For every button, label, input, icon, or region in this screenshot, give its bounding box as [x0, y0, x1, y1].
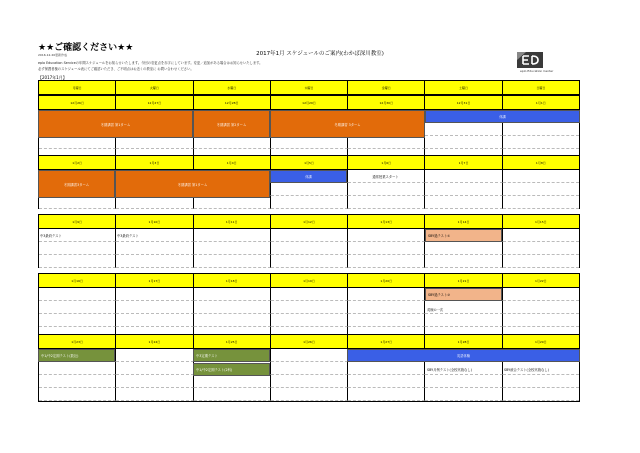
- date-cell: 1月8日: [535, 160, 546, 165]
- event-row: [38, 375, 580, 388]
- event-final-test: 中3最終テスト: [40, 234, 62, 238]
- date-cell: 1月13日: [348, 215, 425, 228]
- event-sby-test-1: SBY過テスト①: [425, 229, 502, 242]
- date-cell: 1月4日: [194, 156, 271, 169]
- event-row: [38, 242, 580, 255]
- date-cell: 1月28日: [425, 335, 502, 348]
- date-cell: 1月11日: [194, 215, 271, 228]
- event-row: [38, 388, 580, 402]
- event-midterm-test: 中1/中2定期テスト(数社): [38, 349, 115, 362]
- date-cell: 1月23日: [39, 335, 116, 348]
- event-english-trial: 英語体験: [347, 349, 580, 362]
- event-winter-term1: 冬期講習 第1ターム: [38, 110, 193, 138]
- eplo-logo-icon: [517, 52, 543, 68]
- event-regular-start: 通常授業スタート: [372, 175, 399, 179]
- event-winter-term3: 冬期講習 3ターム: [270, 110, 425, 138]
- confirm-heading: ★★ご確認ください★★: [38, 43, 134, 53]
- event-holiday: 休講: [270, 170, 347, 183]
- date-cell: 1月5日: [271, 156, 348, 169]
- date-cell: 1月12日: [271, 215, 348, 228]
- date-cell: 1月26日: [271, 335, 348, 348]
- day-name: 土曜日: [425, 81, 502, 94]
- date-cell: 1月21日: [425, 274, 502, 287]
- date-cell: 1月25日: [194, 335, 271, 348]
- date-cell: 12月28日: [194, 96, 271, 109]
- date-row: [38, 334, 580, 349]
- date-cell: 1月6日: [348, 156, 425, 169]
- date-cell: 1月14日: [425, 215, 502, 228]
- date-cell: 1月18日: [194, 274, 271, 287]
- note-line-2: 必ず保護者様のスケジュール表にてご確認いただき、ご不明点はお近くの教室に お問い合わせください。: [38, 67, 194, 71]
- date-cell: 1月27日: [348, 335, 425, 348]
- event-eiken: 英検①一次: [427, 308, 444, 312]
- event-winter-term1: 冬期講習 第1ターム: [115, 170, 270, 198]
- logo-text: eplo Education Center: [520, 69, 554, 73]
- day-name: 火曜日: [116, 81, 193, 94]
- date-cell: 1月19日: [271, 274, 348, 287]
- date-cell: 12月30日: [348, 96, 425, 109]
- date-cell: 1月2日: [39, 156, 116, 169]
- date-cell: 1月7日: [425, 156, 502, 169]
- date-cell: 1月29日: [534, 339, 547, 344]
- event-holiday: 休講: [425, 110, 580, 123]
- update-date: 2016.12.20更新作成: [38, 53, 68, 57]
- event-midterm-test-2: 中1/中2定期テスト(2科): [193, 363, 270, 376]
- day-header-row: [38, 80, 580, 95]
- date-cell: 12月26日: [39, 96, 116, 109]
- date-cell: 1月3日: [116, 156, 193, 169]
- date-cell: 1月1日: [535, 100, 546, 105]
- date-cell: 1月15日: [534, 219, 547, 224]
- date-cell: 1月16日: [39, 274, 116, 287]
- event-sby-monthly: SBY月例テスト(全校実施なし): [427, 368, 472, 372]
- day-name: 月曜日: [39, 81, 116, 94]
- event-row: [38, 255, 580, 268]
- calendar: [38, 80, 580, 95]
- date-cell: 12月29日: [271, 96, 348, 109]
- day-name: 水曜日: [194, 81, 271, 94]
- month-label: 【2017年1月】: [38, 75, 67, 80]
- event-winter-term3: 冬期講習3ターム: [38, 170, 115, 198]
- event-sby-integrated: SBY統合テスト(全校実施なし): [504, 368, 549, 372]
- event-winter-term2: 冬期講習 第2ターム: [193, 110, 270, 138]
- date-cell: 1月24日: [116, 335, 193, 348]
- day-name: 木曜日: [271, 81, 348, 94]
- note-line-1: eplo Education Serviceの年間スケジュールをお知らせいたします。今回の変更点を赤字にしています。変更／追加がある場合はお知らせいたします。: [38, 61, 263, 65]
- date-cell: 1月9日: [39, 215, 116, 228]
- event-sby-test-2: SBY過テスト②: [425, 288, 502, 301]
- date-cell: 12月31日: [425, 96, 502, 109]
- date-row: [38, 155, 580, 170]
- date-row: [38, 273, 580, 288]
- event-final-test: 中3最終テスト: [117, 234, 139, 238]
- date-cell: 1月10日: [116, 215, 193, 228]
- date-cell: 1月17日: [116, 274, 193, 287]
- date-row: [38, 214, 580, 229]
- day-name: 金曜日: [348, 81, 425, 94]
- date-cell: 12月27日: [116, 96, 193, 109]
- date-row: [38, 95, 580, 110]
- page-title: 2017年1月 スケジュールのご案内(わかば深川教室): [256, 51, 384, 57]
- date-cell: 1月20日: [348, 274, 425, 287]
- date-cell: 1月22日: [534, 278, 547, 283]
- day-name: 日曜日: [536, 85, 546, 90]
- event-jh3-test: 中3定期テスト: [193, 349, 270, 362]
